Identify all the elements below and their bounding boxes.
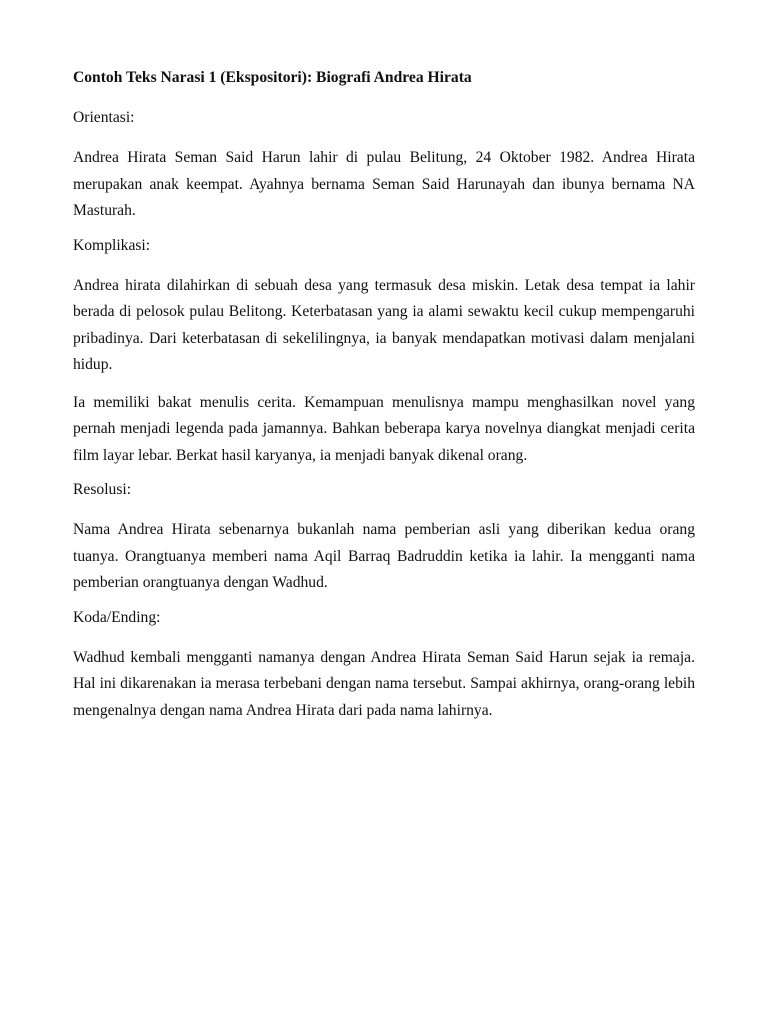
heading-orientasi: Orientasi:	[73, 109, 135, 126]
paragraph-resolusi: Nama Andrea Hirata sebenarnya bukanlah nama pemberian asli yang diberikan kedua orang tuanya. Orangtuanya memberi nama Aqil Barraq Badruddin ketika ia lahir. Ia mengganti nama pemberian orangtuanya dengan Wadhud.	[73, 521, 695, 591]
heading-komplikasi: Komplikasi:	[73, 236, 151, 254]
document-title: Contoh Teks Narasi 1 (Ekspositori): Biografi Andrea Hirata	[73, 69, 472, 86]
heading-resolusi: Resolusi:	[73, 481, 132, 498]
document-page	[73, 68, 695, 724]
paragraph-komplikasi-2: Ia memiliki bakat menulis cerita. Kemampuan menulisnya mampu menghasilkan novel yang pernah menjadi legenda pada jamannya. Bahkan beberapa karya novelnya diangkat menjadi cerita film layar lebar. Berkat hasil karyanya, ia menjadi banyak dikenal orang.	[73, 393, 695, 464]
paragraph-koda-ending: Wadhud kembali mengganti namanya dengan Andrea Hirata Seman Said Harun sejak ia remaja. Hal ini dikarenakan ia merasa terbebani dengan nama tersebut. Sampai akhirnya, orang-orang lebih mengenalnya dengan nama Andrea Hirata dari pada nama lahirnya.	[73, 648, 695, 719]
paragraph-orientasi: Andrea Hirata Seman Said Harun lahir di pulau Belitung, 24 Oktober 1982. Andrea Hirata merupakan anak keempat. Ayahnya bernama Seman Said Harunayah dan ibunya bernama NA Masturah.	[73, 149, 695, 219]
paragraph-komplikasi-1: Andrea hirata dilahirkan di sebuah desa yang termasuk desa miskin. Letak desa tempat ia lahir berada di pelosok pulau Belitong. Keterbatasan yang ia alami sewaktu kecil cukup mempengaruhi pribadinya. Dari keterbatasan di sekelilingnya, ia banyak mendapatkan motivasi dalam menjalani hidup.	[73, 276, 695, 373]
heading-koda-ending: Koda/Ending:	[73, 608, 161, 626]
